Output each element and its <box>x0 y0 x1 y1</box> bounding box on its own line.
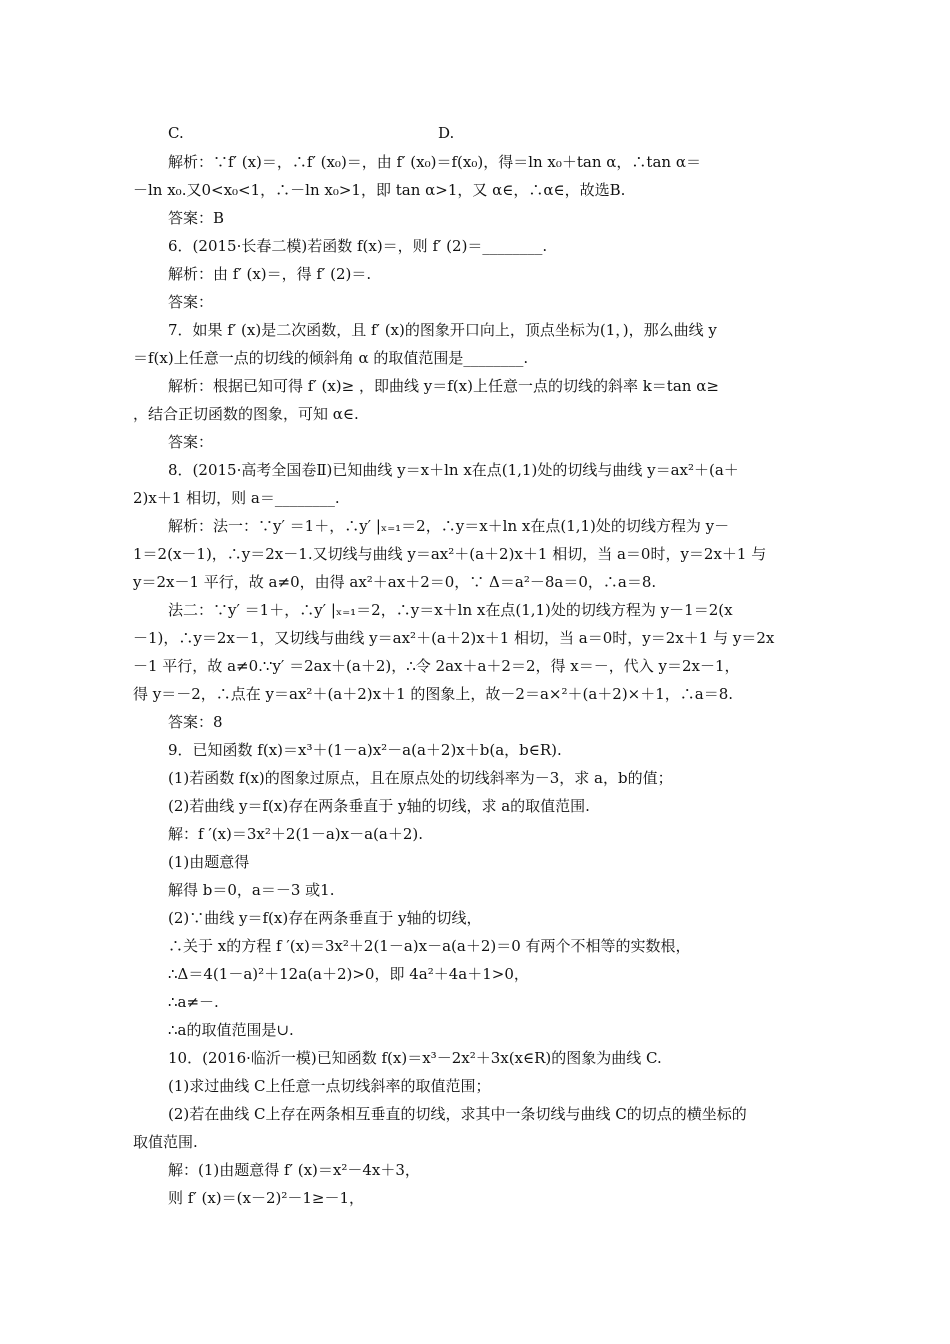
text-line: 1＝2(x－1)，∴y＝2x－1.又切线与曲线 y＝ax²＋(a＋2)x＋1 相切，当 a＝0时，y＝2x＋1 与 <box>133 545 767 563</box>
text-line: －ln x₀.又0<x₀<1，∴－ln x₀>1，即 tan α>1，又 α∈，∴α∈，故选B. <box>133 181 626 199</box>
text-line: ∴a的取值范围是∪. <box>168 1021 294 1039</box>
text-line: (1)由题意得 <box>168 853 250 871</box>
text-line: (1)求过曲线 C上任意一点切线斜率的取值范围； <box>168 1077 491 1095</box>
text-line: 10．(2016·临沂一模)已知函数 f(x)＝x³－2x²＋3x(x∈R)的图象为曲线 C. <box>168 1049 662 1067</box>
text-line: －1)，∴y＝2x－1，又切线与曲线 y＝ax²＋(a＋2)x＋1 相切，当 a＝0时，y＝2x＋1 与 y＝2x <box>133 629 775 647</box>
text-line: 解析：∵f′ (x)＝，∴f′ (x₀)＝，由 f′ (x₀)＝f(x₀)，得＝ln x₀＋tan α，∴tan α＝ <box>168 153 701 171</box>
text-line: 6．(2015·长春二模)若函数 f(x)＝，则 f′ (2)＝________. <box>168 237 548 255</box>
text-line: (2)若在曲线 C上存在两条相互垂直的切线，求其中一条切线与曲线 C的切点的横坐标的 <box>168 1105 747 1123</box>
text-line: 解析：根据已知可得 f′ (x)≥ ，即曲线 y＝f(x)上任意一点的切线的斜率 k＝tan α≥ <box>168 377 719 395</box>
text-line: y＝2x－1 平行，故 a≠0，由得 ax²＋ax＋2＝0，∵ Δ＝a²－8a＝0，∴a＝8. <box>133 573 657 591</box>
text-line: 解析：法一：∵y′ ＝1＋，∴y′ |ₓ₌₁＝2，∴y＝x＋ln x在点(1,1)处的切线方程为 y－ <box>168 517 730 535</box>
text-line: ＝f(x)上任意一点的切线的倾斜角 α 的取值范围是________. <box>133 349 529 367</box>
text-line: 解得 b＝0，a＝－3 或1. <box>168 881 335 899</box>
text-line: ，结合正切函数的图象，可知 α∈. <box>133 405 359 423</box>
text-line: 9．已知函数 f(x)＝x³＋(1－a)x²－a(a＋2)x＋b(a，b∈R). <box>168 741 562 759</box>
text-line: 7．如果 f′ (x)是二次函数，且 f′ (x)的图象开口向上，顶点坐标为(1，)，那么曲线 y <box>168 321 717 339</box>
text-line: 取值范围. <box>133 1133 198 1151</box>
text-line: 答案： <box>168 293 214 311</box>
option-d: D. <box>438 124 455 142</box>
text-line: 答案： <box>168 433 214 451</box>
text-line: 解析：由 f′ (x)＝，得 f′ (2)＝. <box>168 265 372 283</box>
text-line: 8．(2015·高考全国卷Ⅱ)已知曲线 y＝x＋ln x在点(1,1)处的切线与曲线 y＝ax²＋(a＋ <box>168 461 739 479</box>
text-line: (2)∵曲线 y＝f(x)存在两条垂直于 y轴的切线， <box>168 909 482 927</box>
text-line: ∴关于 x的方程 f ′(x)＝3x²＋2(1－a)x－a(a＋2)＝0 有两个不相等的实数根， <box>168 937 691 955</box>
text-line: 法二：∵y′ ＝1＋，∴y′ |ₓ₌₁＝2，∴y＝x＋ln x在点(1,1)处的切线方程为 y－1＝2(x <box>168 601 733 619</box>
text-line: 解：f ′(x)＝3x²＋2(1－a)x－a(a＋2). <box>168 825 424 843</box>
text-line: 2)x＋1 相切，则 a＝________. <box>133 489 340 507</box>
text-line: (1)若函数 f(x)的图象过原点，且在原点处的切线斜率为－3，求 a，b的值； <box>168 769 673 787</box>
text-line: 解：(1)由题意得 f′ (x)＝x²－4x＋3， <box>168 1161 420 1179</box>
text-line: 答案：B <box>168 209 225 227</box>
text-line: ∴Δ＝4(1－a)²＋12a(a＋2)>0，即 4a²＋4a＋1>0， <box>168 965 529 983</box>
text-line: －1 平行，故 a≠0.∵y′ ＝2ax＋(a＋2)，∴令 2ax＋a＋2＝2，得 x＝－，代入 y＝2x－1， <box>133 657 740 675</box>
text-line: (2)若曲线 y＝f(x)存在两条垂直于 y轴的切线，求 a的取值范围. <box>168 797 590 815</box>
text-line: 答案：8 <box>168 713 223 731</box>
text-line: 得 y＝－2，∴点在 y＝ax²＋(a＋2)x＋1 的图象上，故－2＝a×²＋(a＋2)×＋1，∴a＝8. <box>133 685 734 703</box>
text-line: ∴a≠－. <box>168 993 219 1011</box>
option-c: C. <box>168 124 184 142</box>
text-line: 则 f′ (x)＝(x－2)²－1≥－1， <box>168 1189 365 1207</box>
